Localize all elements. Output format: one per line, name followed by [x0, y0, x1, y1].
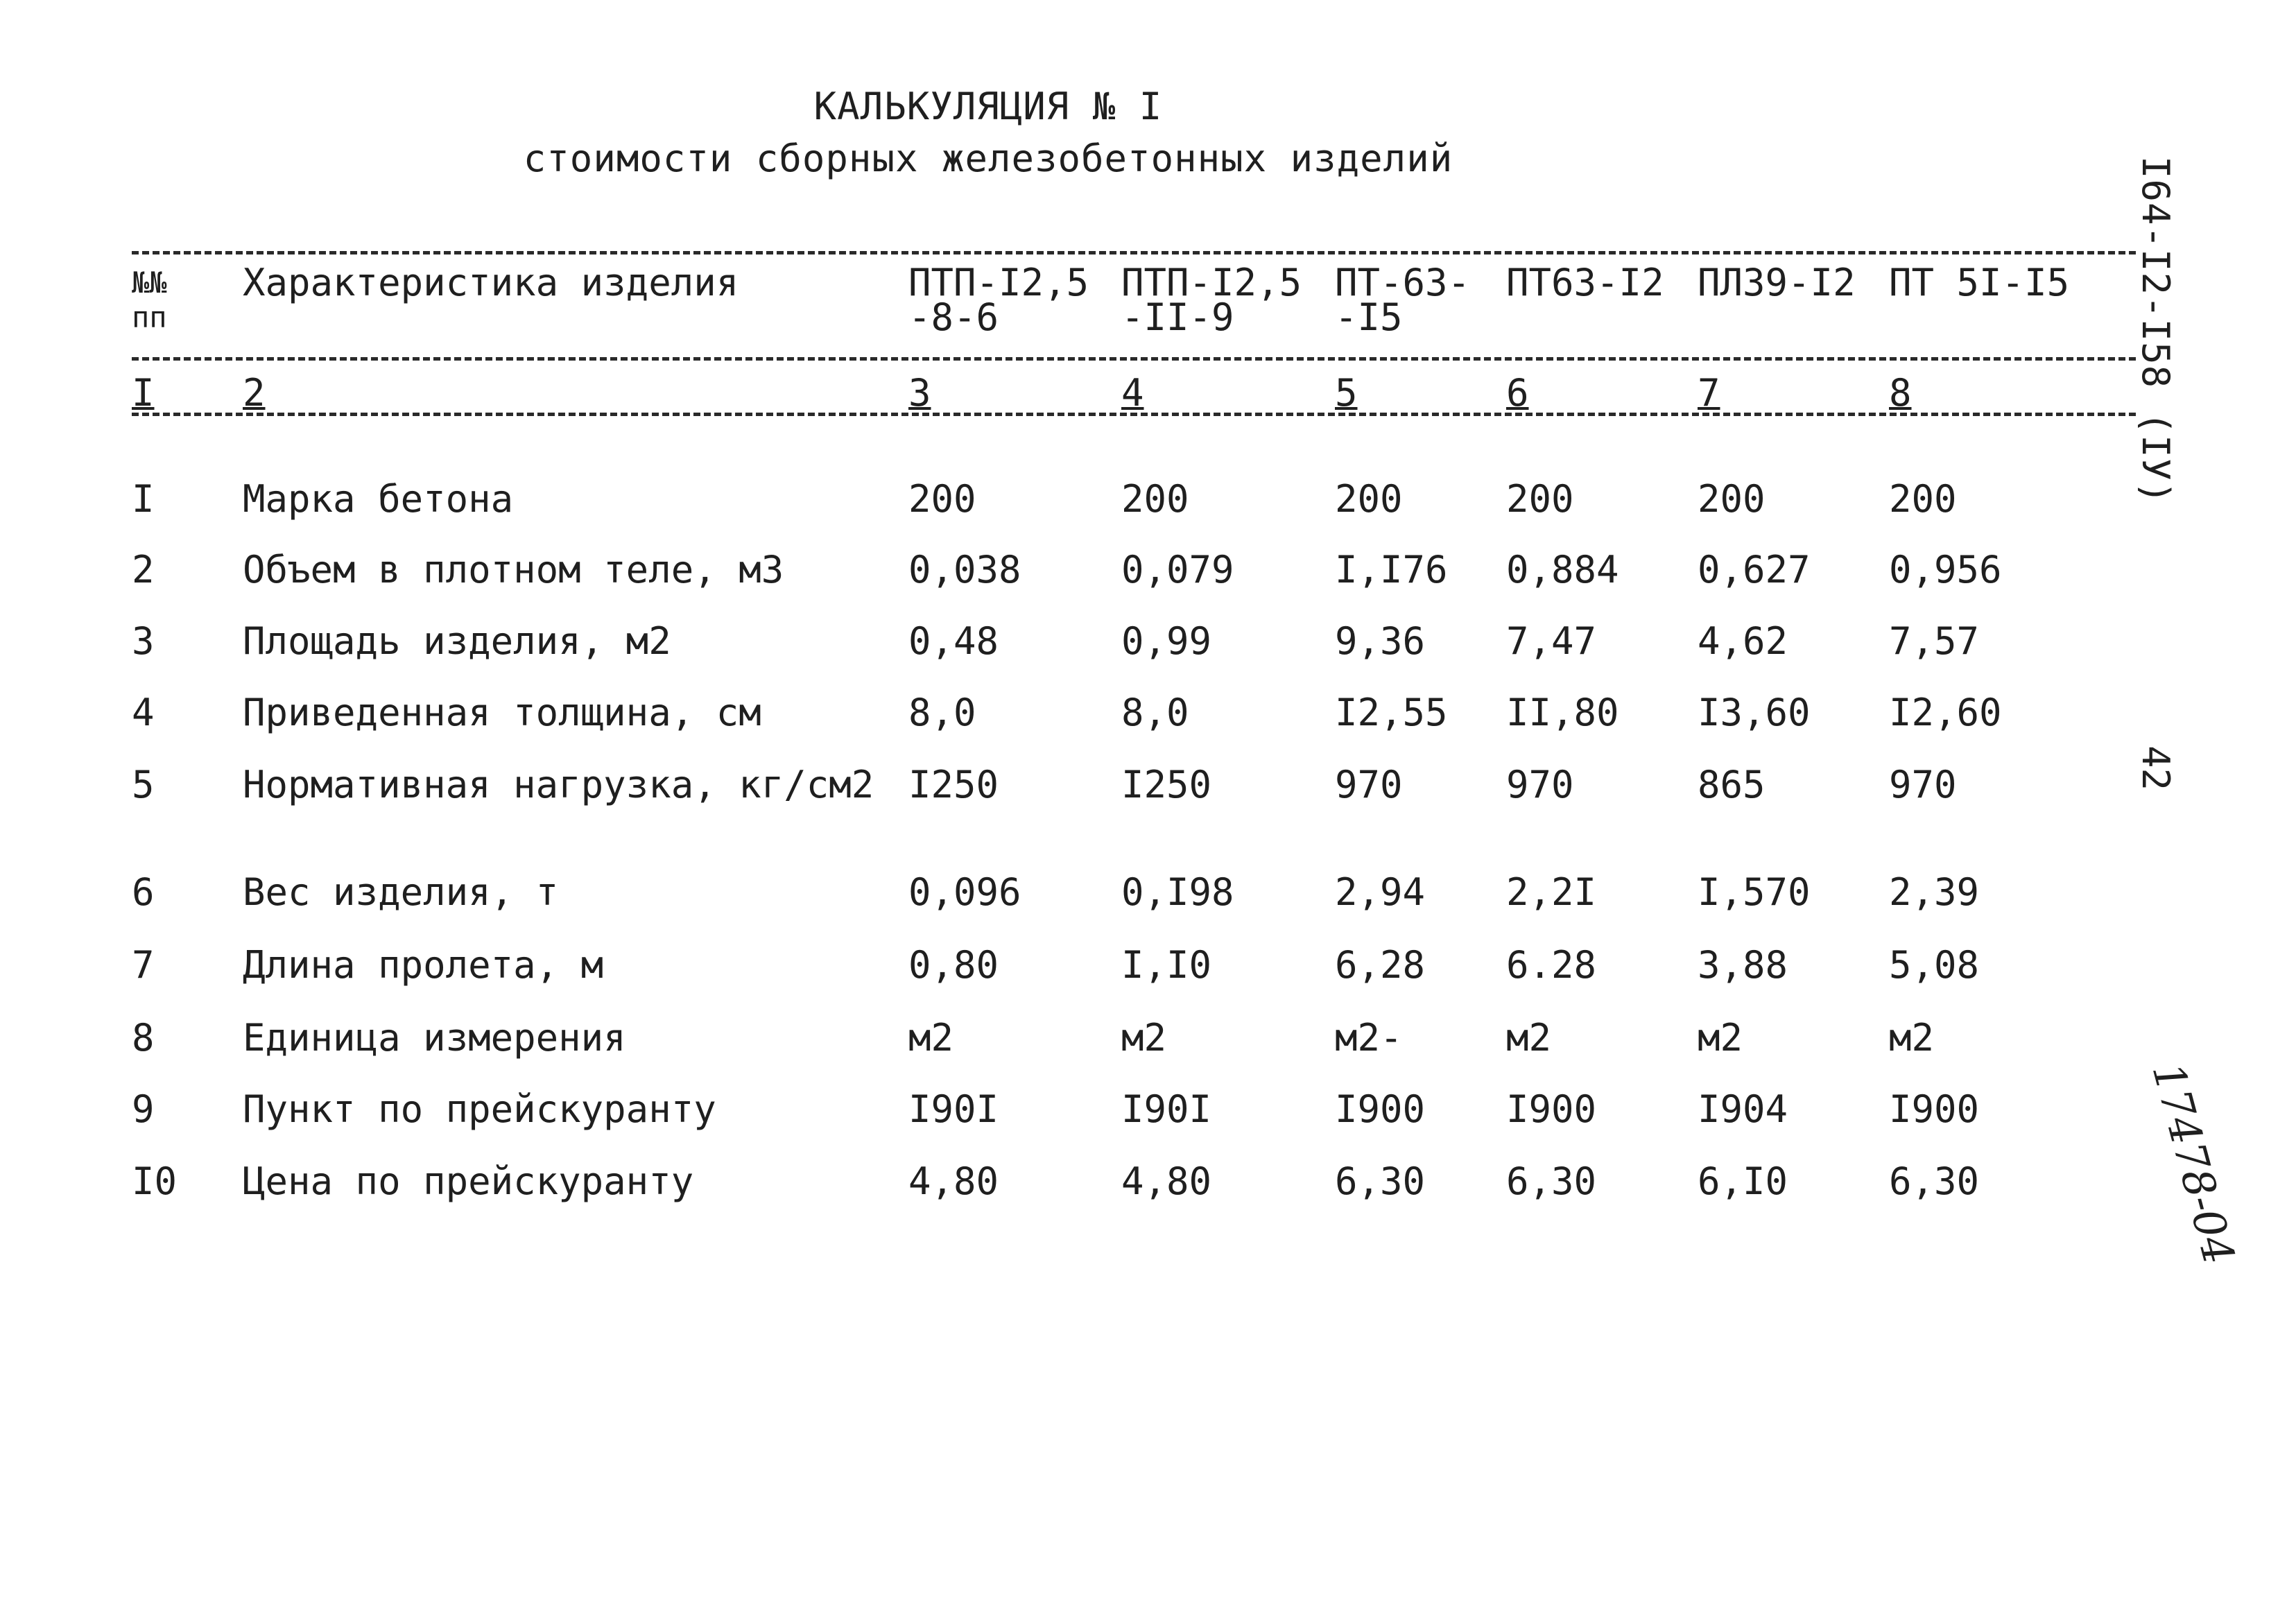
- row-value: 6,I0: [1698, 1159, 1788, 1203]
- row-value: 865: [1698, 763, 1766, 806]
- header-product-6: ПТ 5I-I5: [1889, 261, 2070, 304]
- row-value: 6,30: [1335, 1159, 1426, 1203]
- row-num: 8: [132, 1016, 155, 1060]
- column-number-7: 7: [1698, 371, 1720, 415]
- row-value: 6,28: [1335, 943, 1426, 987]
- row-value: 970: [1889, 763, 1957, 806]
- header-characteristic-label: Характеристика изделия: [243, 261, 739, 304]
- row-value: м2: [1889, 1016, 1935, 1060]
- row-value: I,570: [1698, 870, 1811, 914]
- table-header-rule: [132, 357, 2136, 361]
- row-value: 0,99: [1121, 619, 1212, 663]
- row-name: Единица измерения: [243, 1016, 626, 1060]
- header-product-5: ПЛ39-I2: [1698, 261, 1856, 304]
- column-number-5: 5: [1335, 371, 1358, 415]
- row-value: 200: [1698, 477, 1766, 521]
- row-value: м2: [1506, 1016, 1552, 1060]
- row-value: 0,884: [1506, 548, 1619, 592]
- row-value: 0,627: [1698, 548, 1811, 592]
- column-number-3: 3: [908, 371, 931, 415]
- row-value: 0,48: [908, 619, 999, 663]
- row-value: 200: [1335, 477, 1403, 521]
- row-value: 8,0: [908, 691, 976, 734]
- row-value: I,I76: [1335, 548, 1448, 592]
- row-value: 2,39: [1889, 870, 1980, 914]
- header-product-1: ПТП-I2,5 -8-6: [908, 261, 1089, 339]
- row-value: 8,0: [1121, 691, 1189, 734]
- column-number-8: 8: [1889, 371, 1912, 415]
- row-num: 6: [132, 870, 155, 914]
- row-value: I90I: [908, 1087, 999, 1131]
- header-product-3: ПТ-63- -I5: [1335, 261, 1471, 339]
- row-value: I2,60: [1889, 691, 2002, 734]
- row-value: 5,08: [1889, 943, 1980, 987]
- row-name: Цена по прейскуранту: [243, 1159, 694, 1203]
- row-name: Марка бетона: [243, 477, 514, 521]
- row-value: 0,079: [1121, 548, 1234, 592]
- row-value: 970: [1335, 763, 1403, 806]
- row-num: I: [132, 477, 155, 521]
- header-num-label: №№ пп: [132, 266, 167, 334]
- row-value: 9,36: [1335, 619, 1426, 663]
- row-value: 3,88: [1698, 943, 1788, 987]
- row-value: I90I: [1121, 1087, 1212, 1131]
- row-value: 200: [1889, 477, 1957, 521]
- row-value: 4,80: [908, 1159, 999, 1203]
- row-value: 4,80: [1121, 1159, 1212, 1203]
- row-num: 5: [132, 763, 155, 806]
- row-value: 6,30: [1506, 1159, 1597, 1203]
- row-name: Приведенная толщина, см: [243, 691, 761, 734]
- row-value: I2,55: [1335, 691, 1448, 734]
- row-value: 0,096: [908, 870, 1021, 914]
- column-number-4: 4: [1121, 371, 1144, 415]
- row-value: I900: [1506, 1087, 1597, 1131]
- row-value: I900: [1889, 1087, 1980, 1131]
- row-value: I250: [1121, 763, 1212, 806]
- column-number-6: 6: [1506, 371, 1529, 415]
- row-value: 4,62: [1698, 619, 1788, 663]
- row-value: 200: [1506, 477, 1574, 521]
- header-product-2: ПТП-I2,5 -II-9: [1121, 261, 1302, 339]
- row-value: I250: [908, 763, 999, 806]
- row-num: I0: [132, 1159, 178, 1203]
- row-name: Площадь изделия, м2: [243, 619, 671, 663]
- row-value: м2: [908, 1016, 954, 1060]
- row-name: Нормативная нагрузка, кг/см2: [243, 763, 874, 806]
- row-num: 2: [132, 548, 155, 592]
- row-value: 0,80: [908, 943, 999, 987]
- row-name: Вес изделия, т: [243, 870, 559, 914]
- row-name: Длина пролета, м: [243, 943, 604, 987]
- row-value: I904: [1698, 1087, 1788, 1131]
- header-product-4: ПТ63-I2: [1506, 261, 1664, 304]
- row-num: 3: [132, 619, 155, 663]
- handwritten-number: 17478-04: [2142, 1058, 2245, 1270]
- row-value: I3,60: [1698, 691, 1811, 734]
- table-top-rule: [132, 251, 2136, 254]
- row-value: 0,956: [1889, 548, 2002, 592]
- row-name: Объем в плотном теле, м3: [243, 548, 784, 592]
- row-value: 6.28: [1506, 943, 1597, 987]
- row-value: 970: [1506, 763, 1574, 806]
- page-number: 42: [2134, 745, 2177, 791]
- column-number-1: I: [132, 371, 155, 415]
- row-value: м2-: [1335, 1016, 1403, 1060]
- row-value: 200: [1121, 477, 1189, 521]
- row-value: I900: [1335, 1087, 1426, 1131]
- row-value: 7,57: [1889, 619, 1980, 663]
- row-value: I,I0: [1121, 943, 1212, 987]
- row-value: 6,30: [1889, 1159, 1980, 1203]
- row-value: 200: [908, 477, 976, 521]
- column-number-2: 2: [243, 371, 266, 415]
- row-value: 0,I98: [1121, 870, 1234, 914]
- row-value: 0,038: [908, 548, 1021, 592]
- document-subtitle: стоимости сборных железобетонных изделий: [523, 137, 1453, 180]
- row-value: м2: [1121, 1016, 1167, 1060]
- row-num: 7: [132, 943, 155, 987]
- document-code-label: I64-I2-I58 (IУ): [2134, 156, 2177, 505]
- row-num: 4: [132, 691, 155, 734]
- row-num: 9: [132, 1087, 155, 1131]
- row-value: 2,94: [1335, 870, 1426, 914]
- row-value: II,80: [1506, 691, 1619, 734]
- row-value: 2,2I: [1506, 870, 1597, 914]
- row-value: м2: [1698, 1016, 1743, 1060]
- document-title: КАЛЬКУЛЯЦИЯ № I: [813, 85, 1163, 128]
- row-name: Пункт по прейскуранту: [243, 1087, 716, 1131]
- row-value: 7,47: [1506, 619, 1597, 663]
